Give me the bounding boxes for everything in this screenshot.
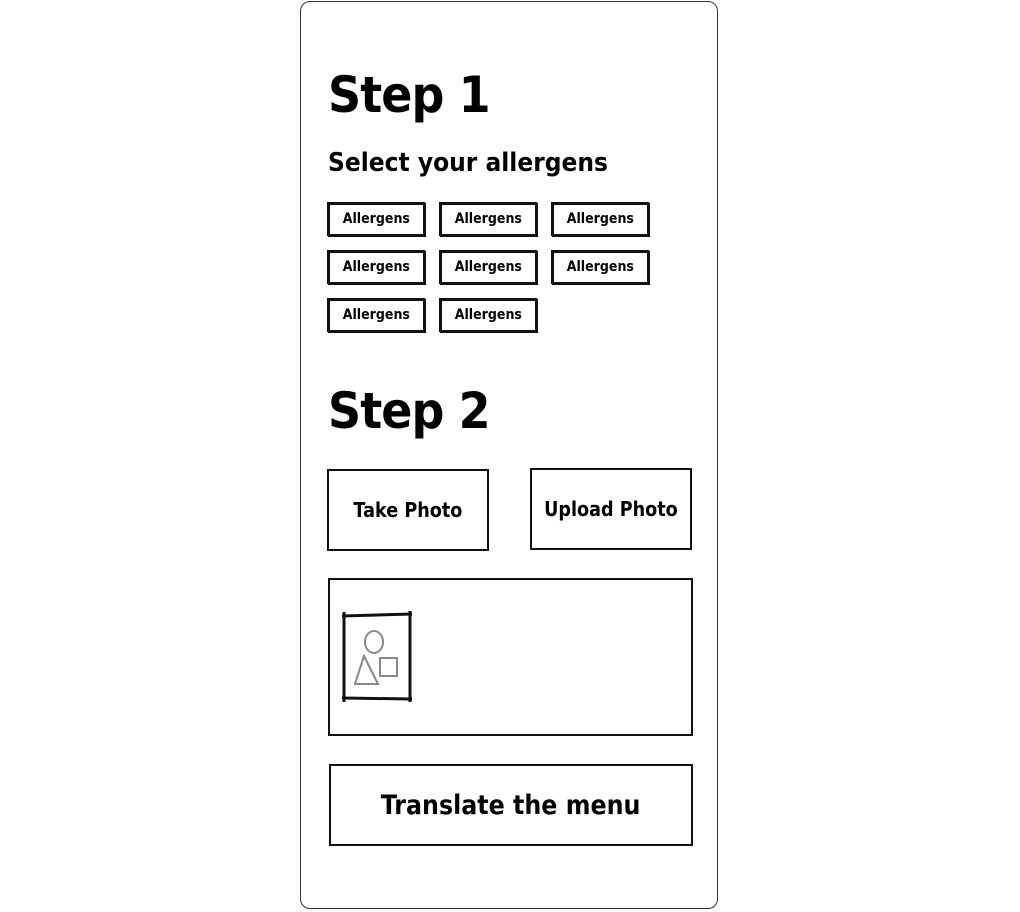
allergen-chip-group bbox=[327, 202, 657, 332]
allergen-chip[interactable] bbox=[439, 298, 537, 332]
allergen-chip[interactable] bbox=[439, 202, 537, 236]
step-2-heading: Step 2 bbox=[328, 382, 490, 440]
allergen-chip-label: Allergens bbox=[342, 259, 410, 275]
translate-menu-label: Translate the menu bbox=[381, 789, 641, 821]
step-1-heading: Step 1 bbox=[328, 66, 490, 124]
image-placeholder-icon bbox=[338, 610, 416, 704]
allergen-chip-label: Allergens bbox=[454, 259, 522, 275]
allergen-chip[interactable] bbox=[327, 298, 425, 332]
allergen-chip-label: Allergens bbox=[342, 307, 410, 323]
select-allergens-label: Select your allergens bbox=[328, 148, 608, 178]
allergen-chip[interactable] bbox=[327, 250, 425, 284]
allergen-chip[interactable] bbox=[551, 202, 649, 236]
allergen-chip[interactable] bbox=[551, 250, 649, 284]
translate-menu-button[interactable] bbox=[329, 764, 693, 846]
upload-photo-label: Upload Photo bbox=[544, 497, 678, 521]
take-photo-button[interactable] bbox=[327, 469, 489, 551]
take-photo-label: Take Photo bbox=[353, 498, 463, 522]
allergen-chip-label: Allergens bbox=[566, 211, 634, 227]
allergen-chip-label: Allergens bbox=[454, 307, 522, 323]
allergen-chip[interactable] bbox=[439, 250, 537, 284]
upload-photo-button[interactable] bbox=[530, 468, 692, 550]
allergen-chip-label: Allergens bbox=[454, 211, 522, 227]
allergen-chip-label: Allergens bbox=[342, 211, 410, 227]
allergen-chip-label: Allergens bbox=[566, 259, 634, 275]
allergen-chip[interactable] bbox=[327, 202, 425, 236]
